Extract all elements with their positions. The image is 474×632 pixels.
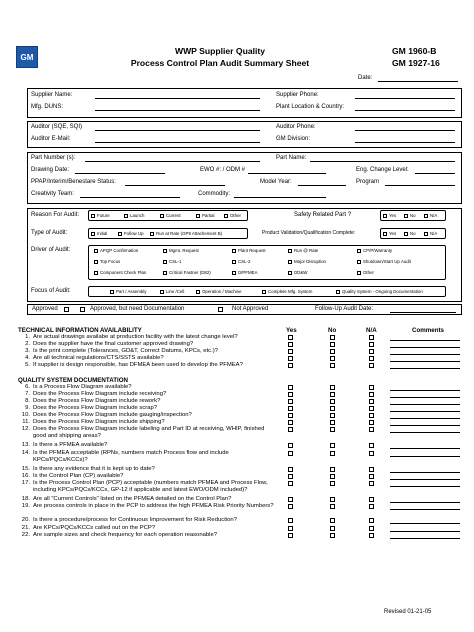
na-checkbox[interactable] [369,518,374,523]
part-name-label: Part Name: [276,155,307,161]
gm-logo: GM [16,46,38,68]
auditor-email-field[interactable] [95,142,260,143]
na-column-header: N/A [366,327,377,334]
eng-change-label: Eng. Change Level: [356,167,409,173]
driver-warranty[interactable]: CP/P/Warranty [357,248,392,253]
na-checkbox[interactable] [369,385,374,390]
na-checkbox[interactable] [369,533,374,538]
section-quality-heading: QUALITY SYSTEM DOCUMENTATION [18,377,128,384]
yes-checkbox[interactable] [288,474,293,479]
question-text: Does the supplier have the final customer approved drawing? [33,341,194,347]
yes-checkbox[interactable] [288,385,293,390]
yes-checkbox[interactable] [288,420,293,425]
question-number: 22. [21,532,30,538]
gm-division-field[interactable] [355,142,455,143]
form-code-2: GM 1927-16 [392,58,440,68]
comment-field[interactable] [390,418,460,419]
focus-label: Focus of Audit: [31,288,71,294]
yes-checkbox[interactable] [288,451,293,456]
driver-top-focus[interactable]: Top Focus [94,259,120,264]
plant-location-label: Plant Location & Country: [276,104,345,110]
supplier-section [27,88,462,118]
driver-other[interactable]: Other [357,270,374,275]
focus-complete-mfg[interactable]: Complete Mfg. System [262,289,312,294]
followup-label: Follow-Up Audit Date: [315,306,374,312]
duns-field[interactable] [95,110,260,111]
yes-checkbox[interactable] [288,481,293,486]
question-text: Is the Control Plan (CP) available? [33,473,124,479]
not-approved-checkbox[interactable] [218,307,223,312]
program-field[interactable] [385,185,455,186]
approved-doc-checkbox[interactable] [80,307,85,312]
yes-checkbox[interactable] [288,443,293,448]
na-checkbox[interactable] [369,406,374,411]
no-checkbox[interactable] [330,335,335,340]
question-text: Is a Process Flow Diagram available? [33,384,132,390]
na-checkbox[interactable] [369,474,374,479]
commodity-field[interactable] [234,197,326,198]
question-text: Does the Process Flow Diagram include receiving? [33,391,167,397]
auditor-phone-label: Auditor Phone: [276,124,316,130]
form-code-1: GM 1960-B [392,46,437,56]
yes-checkbox[interactable] [288,497,293,502]
part-name-field[interactable] [310,161,455,162]
question-number: 5. [25,362,30,368]
question-number: 1. [25,334,30,340]
driver-shutdown[interactable]: Shutdown/Start Up Audit [357,259,411,264]
na-checkbox[interactable] [369,356,374,361]
focus-part-assembly[interactable]: Part / Assembly [110,289,147,294]
no-column-header: No [328,327,337,334]
comment-field[interactable] [390,456,460,457]
comment-field[interactable] [390,432,460,433]
na-checkbox[interactable] [369,335,374,340]
duns-label: Mfg. DUNS: [31,104,64,110]
comment-field[interactable] [390,411,460,412]
na-checkbox[interactable] [369,467,374,472]
question-number: 14. [21,450,30,456]
question-text: Are actual drawings availabe at production facility with the latest change level? [33,334,238,340]
supplier-name-label: Supplier Name: [31,92,73,98]
yes-checkbox[interactable] [288,335,293,340]
question-number: 6. [25,384,30,390]
focus-line-cell[interactable]: Line /Cell [160,289,184,294]
na-checkbox[interactable] [369,413,374,418]
auditor-email-label: Auditor E-Mail: [31,136,71,142]
question-text: Are KPCs/PQCs/KCCs called out on the PCP? [33,525,156,531]
comments-column-header: Comments [412,327,444,334]
yes-checkbox[interactable] [288,399,293,404]
comment-field[interactable] [390,486,460,487]
question-number: 4. [25,355,30,361]
drawing-date-label: Drawing Date: [31,167,70,173]
revised-date: Revised 01-21-05 [384,609,432,615]
reason-label: Reason For Audit: [31,212,80,218]
driver-ddw[interactable]: DD&W [288,270,307,275]
no-checkbox[interactable] [330,406,335,411]
na-checkbox[interactable] [369,392,374,397]
auditor-label: Auditor (SQE, SQI) [31,124,83,130]
question-text: Does the Process Flow Diagram include scrap? [33,405,158,411]
approved-doc-label: Approved, but need Documentation [90,306,185,312]
creativity-team-field[interactable] [80,197,180,198]
supplier-name-field[interactable] [95,98,260,99]
no-checkbox[interactable] [330,385,335,390]
no-checkbox[interactable] [330,481,335,486]
safety-label: Safety Related Part ? [294,212,352,218]
safety-yes[interactable]: Yes [383,213,396,218]
na-checkbox[interactable] [369,363,374,368]
yes-checkbox[interactable] [288,518,293,523]
ewo-label: EWO #: / ODM # [200,167,246,173]
safety-no[interactable]: No [404,213,416,218]
comment-field[interactable] [390,425,460,426]
no-checkbox[interactable] [330,451,335,456]
na-checkbox[interactable] [369,427,374,432]
yes-column-header: Yes [286,327,297,334]
not-approved-label: Not Approved [232,306,269,312]
na-checkbox[interactable] [369,443,374,448]
ppap-field[interactable] [125,185,225,186]
program-label: Program [356,179,380,185]
driver-critical-fastener[interactable]: Critical Fastner (D82) [163,270,211,275]
plant-location-field[interactable] [355,110,455,111]
na-checkbox[interactable] [369,349,374,354]
question-text: Does the Process Flow Diagram include shipping? [33,419,165,425]
question-text: Are sample sizes and check frequency for each operation reasonable? [33,532,218,538]
na-checkbox[interactable] [369,420,374,425]
type-option-initial[interactable]: Initial [91,231,107,236]
question-number: 16. [21,473,30,479]
yes-checkbox[interactable] [288,413,293,418]
type-label: Type of Audit: [31,230,68,236]
title-line1: WWP Supplier Quality [174,46,266,56]
driver-component-check[interactable]: Component Check Plan [94,270,146,275]
question-number: 9. [25,405,30,411]
no-checkbox[interactable] [330,392,335,397]
comment-field[interactable] [390,502,460,503]
supplier-phone-label: Supplier Phone: [276,92,319,98]
question-number: 13. [21,442,30,448]
model-year-field[interactable] [298,185,346,186]
driver-csl1[interactable]: CSL-1 [163,259,181,264]
question-number: 2. [25,341,30,347]
no-checkbox[interactable] [330,443,335,448]
comment-field[interactable] [390,368,460,369]
focus-quality-system[interactable]: Quality System - Ongoing Documentation [336,289,423,294]
comment-field[interactable] [390,472,460,473]
question-text: Are process controls in place in the PCP to address the high PFMEA Risk Priority Numbers? [33,503,274,509]
yes-checkbox[interactable] [288,392,293,397]
type-option-run-at-rate[interactable]: Run at Rate (GP9 Attachement B) [150,231,222,236]
yes-checkbox[interactable] [288,406,293,411]
no-checkbox[interactable] [330,504,335,509]
no-checkbox[interactable] [330,342,335,347]
comment-field[interactable] [390,354,460,355]
approved-checkbox[interactable] [64,307,69,312]
driver-apqp[interactable]: APQP Confirmation [94,248,138,253]
comment-field[interactable] [390,340,460,341]
creativity-team-label: Creativity Team: [31,191,74,197]
na-checkbox[interactable] [369,342,374,347]
question-number: 8. [25,398,30,404]
yes-checkbox[interactable] [288,363,293,368]
question-text: Is there a PFMEA available? [33,442,108,448]
driver-csl2[interactable]: CSL-2 [232,259,250,264]
commodity-label: Commodity: [198,191,231,197]
question-number: 12. [21,426,30,432]
question-number: 11. [22,419,30,425]
yes-checkbox[interactable] [288,356,293,361]
question-text: Are all "Current Controls" listed on the PFMEA detailed on the Control Plan? [33,496,232,502]
comment-field[interactable] [390,479,460,480]
eng-change-field[interactable] [415,173,455,174]
question-text: Does the Process Flow Diagram include labeling and Part ID at receiving, WHIP, finished good and shipping areas? [33,426,265,439]
question-text: Does the Process Flow Diagram include gauging/inspection? [33,412,192,418]
comment-field[interactable] [390,448,460,449]
question-number: 15. [21,466,30,472]
question-text: Does the Process Flow Diagram include rework? [33,398,161,404]
no-checkbox[interactable] [330,518,335,523]
date-label: Date: [358,75,373,81]
no-checkbox[interactable] [330,467,335,472]
no-checkbox[interactable] [330,526,335,531]
question-number: 7. [25,391,30,397]
driver-dpfmea[interactable]: D/PFMEA [232,270,258,275]
auditor-phone-field[interactable] [355,130,455,131]
question-number: 18. [21,496,30,502]
reason-option-other[interactable]: Other [224,213,241,218]
reason-option-current[interactable]: Current [160,213,181,218]
auditor-field[interactable] [95,130,260,131]
na-checkbox[interactable] [369,504,374,509]
part-number-field[interactable] [85,161,260,162]
question-text: Is there any evidence that it is kept up to date? [33,466,155,472]
ppap-label: PPAP/Interim/Benestare Status: [31,179,116,185]
question-number: 10. [21,412,30,418]
no-checkbox[interactable] [330,356,335,361]
question-text: If supplier is design responsible, has DFMEA been used to develop the PFMEA? [33,362,243,368]
yes-checkbox[interactable] [288,427,293,432]
na-checkbox[interactable] [369,526,374,531]
question-text: Is the print complete (Tolerances, GD&T, Correct Datums, KPCs, etc.)? [33,348,218,354]
reason-option-launch[interactable]: Launch [124,213,144,218]
comment-field[interactable] [390,538,460,539]
section-technical-heading: TECHNICAL INFORMATION AVAILABILITY [18,327,142,334]
no-checkbox[interactable] [330,420,335,425]
yes-checkbox[interactable] [288,467,293,472]
comment-field[interactable] [390,347,460,348]
na-checkbox[interactable] [369,497,374,502]
comment-field[interactable] [390,509,460,510]
focus-operation-machine[interactable]: Operation / Machine [196,289,242,294]
model-year-label: Model Year: [260,179,292,185]
question-text: Is there a procedure/process for Continuous Improvement for Risk Reduction? [33,517,237,523]
driver-major-disruption[interactable]: Major Disruption [288,259,326,264]
date-field[interactable] [378,81,458,82]
comment-field[interactable] [390,390,460,391]
validation-na[interactable]: N/A [424,231,437,236]
validation-label: Product Validation/Qualification Complete: [262,230,356,236]
no-checkbox[interactable] [330,427,335,432]
auditor-section [27,121,462,148]
part-number-label: Part Number (s): [31,155,76,161]
question-number: 19. [21,503,30,509]
ewo-field[interactable] [248,173,326,174]
na-checkbox[interactable] [369,481,374,486]
validation-yes[interactable]: Yes [383,231,396,236]
drawing-date-field[interactable] [75,173,165,174]
question-text: Is the PFMEA acceptable (RPNs, numbers match Process flow and include KPCs/PQCs/KCCs)? [33,450,229,463]
no-checkbox[interactable] [330,474,335,479]
comment-field[interactable] [390,361,460,362]
question-number: 3. [25,348,30,354]
safety-na[interactable]: N/A [424,213,437,218]
question-number: 21. [21,525,30,531]
no-checkbox[interactable] [330,533,335,538]
question-text: Is the Process Control Plan (PCP) acceptable (numbers match PFMEA and Process Flow, including KPCs/PQCs/KCCs, GP-12 if applicable and latest EWO/ODM included)? [33,480,268,493]
question-number: 20. [21,517,30,523]
driver-label: Driver of Audit: [31,247,71,253]
reason-option-future[interactable]: Future [91,213,110,218]
na-checkbox[interactable] [369,399,374,404]
comment-field[interactable] [390,523,460,524]
supplier-phone-field[interactable] [355,98,455,99]
question-text: Are all technical regulations/CTS/SSTS available? [33,355,164,361]
question-number: 17. [21,480,30,486]
driver-plant-request[interactable]: Plant Request [232,248,266,253]
gm-division-label: GM Division: [276,136,311,142]
comment-field[interactable] [390,404,460,405]
driver-mgmt-request[interactable]: Mgmt. Request [163,248,199,253]
driver-run-at-rate[interactable]: Run @ Rate [288,248,318,253]
no-checkbox[interactable] [330,349,335,354]
no-checkbox[interactable] [330,363,335,368]
no-checkbox[interactable] [330,399,335,404]
yes-checkbox[interactable] [288,342,293,347]
yes-checkbox[interactable] [288,504,293,509]
title-line2: Process Control Plan Audit Summary Sheet [130,58,310,68]
followup-date-field[interactable] [390,312,456,313]
comment-field[interactable] [390,397,460,398]
approved-label: Approved [32,306,58,312]
no-checkbox[interactable] [330,497,335,502]
validation-no[interactable]: No [404,231,416,236]
comment-field[interactable] [390,531,460,532]
type-option-followup[interactable]: Follow Up [118,231,144,236]
yes-checkbox[interactable] [288,349,293,354]
no-checkbox[interactable] [330,413,335,418]
yes-checkbox[interactable] [288,526,293,531]
na-checkbox[interactable] [369,451,374,456]
reason-option-partial[interactable]: Partial [196,213,214,218]
yes-checkbox[interactable] [288,533,293,538]
